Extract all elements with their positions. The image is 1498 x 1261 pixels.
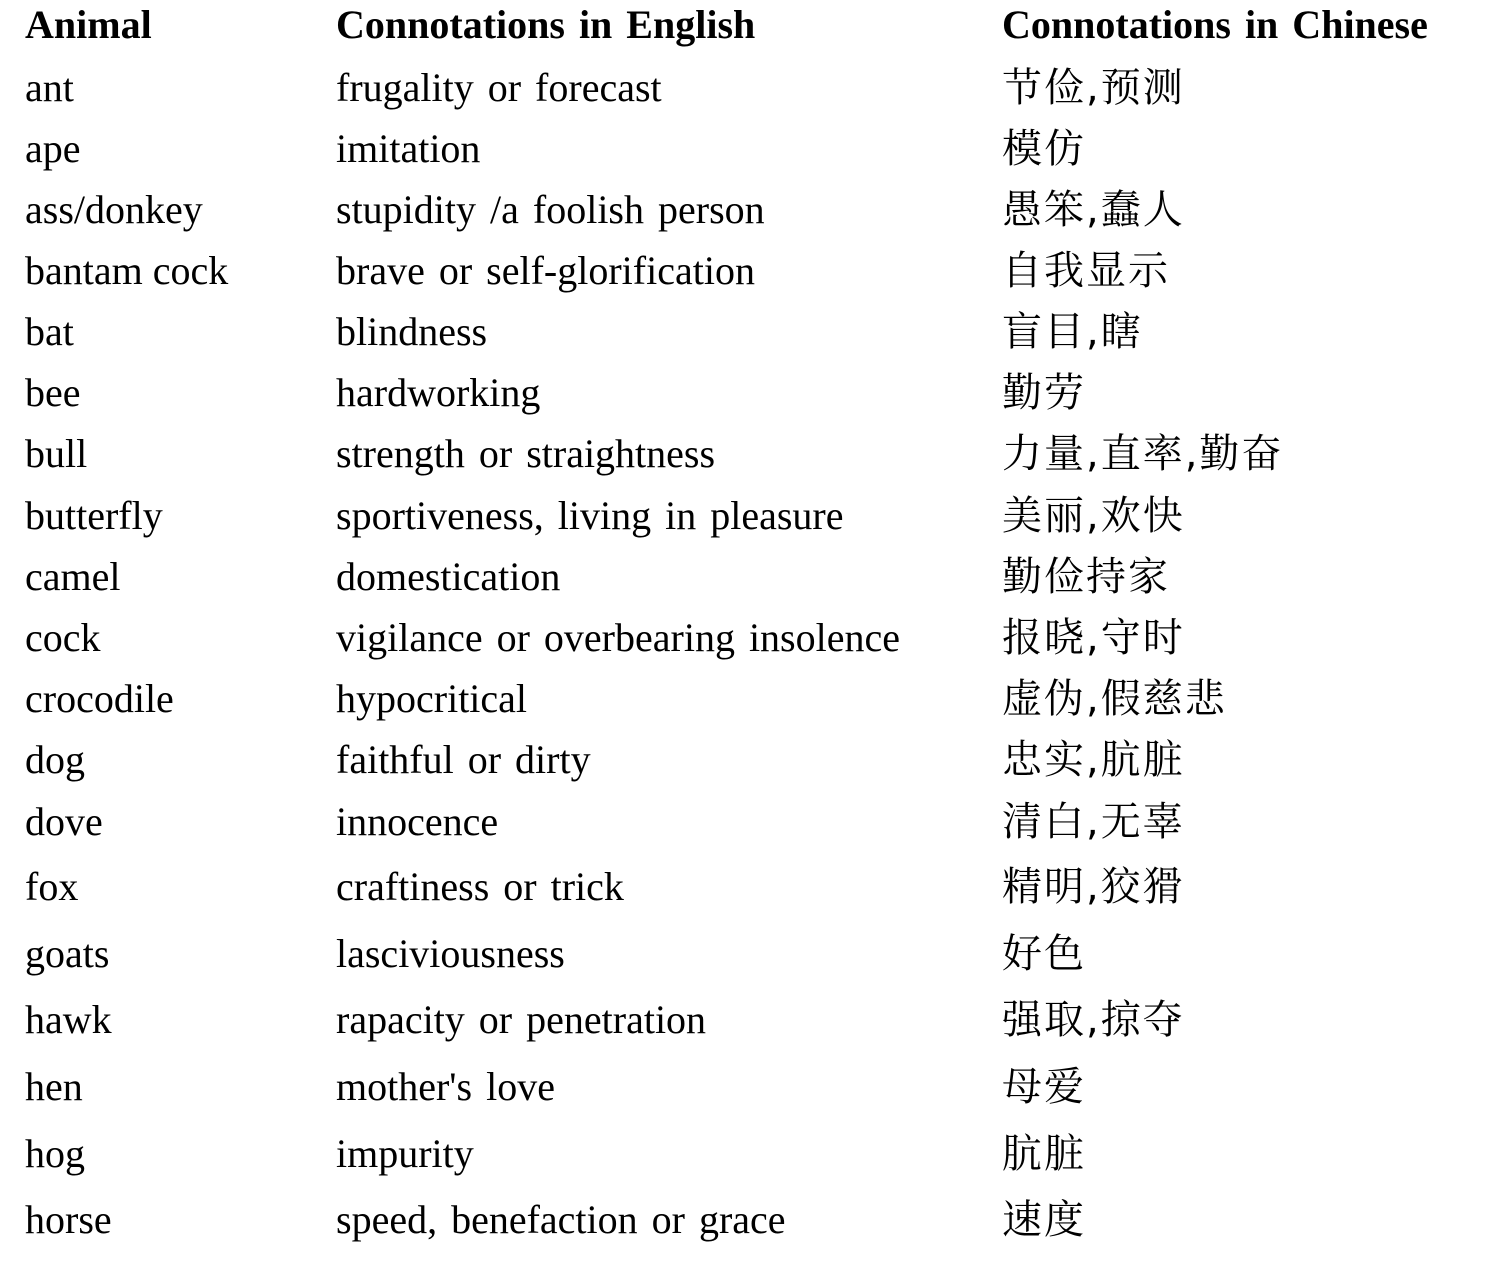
english-connotation-cell: speed, benefaction or grace	[336, 1197, 786, 1242]
animal-cell: ass/donkey	[25, 187, 203, 232]
animal-cell: hen	[25, 1064, 83, 1109]
animal-cell: crocodile	[25, 676, 174, 721]
english-connotation-cell: frugality or forecast	[336, 65, 662, 110]
animal-cell: ape	[25, 126, 81, 171]
table-header-row	[0, 0, 1498, 55]
table-row	[0, 363, 1498, 423]
header-animal: Animal	[25, 2, 152, 47]
chinese-connotation-cell: 强取,掠夺	[1002, 997, 1185, 1043]
chinese-connotation-cell: 勤劳	[1002, 370, 1086, 416]
table-row	[0, 180, 1498, 240]
table-row	[0, 119, 1498, 179]
chinese-connotation-cell: 盲目,瞎	[1002, 309, 1143, 355]
table-row	[0, 990, 1498, 1050]
chinese-connotation-cell: 清白,无辜	[1002, 799, 1185, 845]
chinese-connotation-cell: 精明,狡猾	[1002, 864, 1185, 910]
table-row	[0, 792, 1498, 852]
chinese-connotation-cell: 虚伪,假慈悲	[1002, 676, 1227, 722]
english-connotation-cell: craftiness or trick	[336, 864, 624, 909]
english-connotation-cell: brave or self-glorification	[336, 248, 755, 293]
chinese-connotation-cell: 节俭,预测	[1002, 65, 1185, 111]
chinese-connotation-cell: 模仿	[1002, 126, 1086, 172]
chinese-connotation-cell: 速度	[1002, 1197, 1086, 1243]
english-connotation-cell: stupidity /a foolish person	[336, 187, 765, 232]
animal-cell: horse	[25, 1197, 112, 1242]
animal-cell: bee	[25, 370, 81, 415]
english-connotation-cell: rapacity or penetration	[336, 997, 707, 1042]
english-connotation-cell: hypocritical	[336, 676, 528, 721]
table-row	[0, 730, 1498, 790]
animal-cell: hog	[25, 1131, 85, 1176]
animal-cell: bantam cock	[25, 248, 229, 293]
table-row	[0, 424, 1498, 484]
english-connotation-cell: blindness	[336, 309, 488, 354]
chinese-connotation-cell: 忠实,肮脏	[1002, 737, 1185, 783]
header-connotations-chinese: Connotations in Chinese	[1002, 2, 1428, 47]
english-connotation-cell: faithful or dirty	[336, 737, 591, 782]
table-row	[0, 924, 1498, 984]
chinese-connotation-cell: 母爱	[1002, 1064, 1086, 1110]
table-row	[0, 241, 1498, 301]
table-row	[0, 669, 1498, 729]
header-connotations-english: Connotations in English	[336, 2, 756, 47]
chinese-connotation-cell: 愚笨,蠢人	[1002, 187, 1185, 233]
animal-cell: dog	[25, 737, 85, 782]
table-row	[0, 547, 1498, 607]
table-row	[0, 608, 1498, 668]
chinese-connotation-cell: 勤俭持家	[1002, 554, 1170, 600]
animal-cell: goats	[25, 931, 110, 976]
table-row	[0, 302, 1498, 362]
animal-cell: cock	[25, 615, 101, 660]
table-row	[0, 1124, 1498, 1184]
chinese-connotation-cell: 自我显示	[1002, 248, 1170, 294]
english-connotation-cell: domestication	[336, 554, 561, 599]
animal-cell: bat	[25, 309, 74, 354]
chinese-connotation-cell: 力量,直率,勤奋	[1002, 431, 1284, 477]
english-connotation-cell: vigilance or overbearing insolence	[336, 615, 900, 660]
table-row	[0, 1190, 1498, 1250]
chinese-connotation-cell: 好色	[1002, 931, 1086, 977]
english-connotation-cell: strength or straightness	[336, 431, 716, 476]
animal-cell: bull	[25, 431, 88, 476]
chinese-connotation-cell: 报晓,守时	[1002, 615, 1185, 661]
chinese-connotation-cell: 肮脏	[1002, 1131, 1086, 1177]
animal-cell: dove	[25, 799, 103, 844]
table-row	[0, 58, 1498, 118]
english-connotation-cell: innocence	[336, 799, 499, 844]
table-row	[0, 486, 1498, 546]
table-row	[0, 857, 1498, 917]
animal-cell: butterfly	[25, 493, 163, 538]
animal-cell: hawk	[25, 997, 112, 1042]
animal-cell: ant	[25, 65, 74, 110]
english-connotation-cell: sportiveness, living in pleasure	[336, 493, 844, 538]
chinese-connotation-cell: 美丽,欢快	[1002, 493, 1185, 539]
table-row	[0, 1057, 1498, 1117]
animal-cell: camel	[25, 554, 121, 599]
english-connotation-cell: mother's love	[336, 1064, 555, 1109]
english-connotation-cell: imitation	[336, 126, 481, 171]
animal-cell: fox	[25, 864, 79, 909]
english-connotation-cell: lasciviousness	[336, 931, 565, 976]
english-connotation-cell: hardworking	[336, 370, 541, 415]
english-connotation-cell: impurity	[336, 1131, 474, 1176]
